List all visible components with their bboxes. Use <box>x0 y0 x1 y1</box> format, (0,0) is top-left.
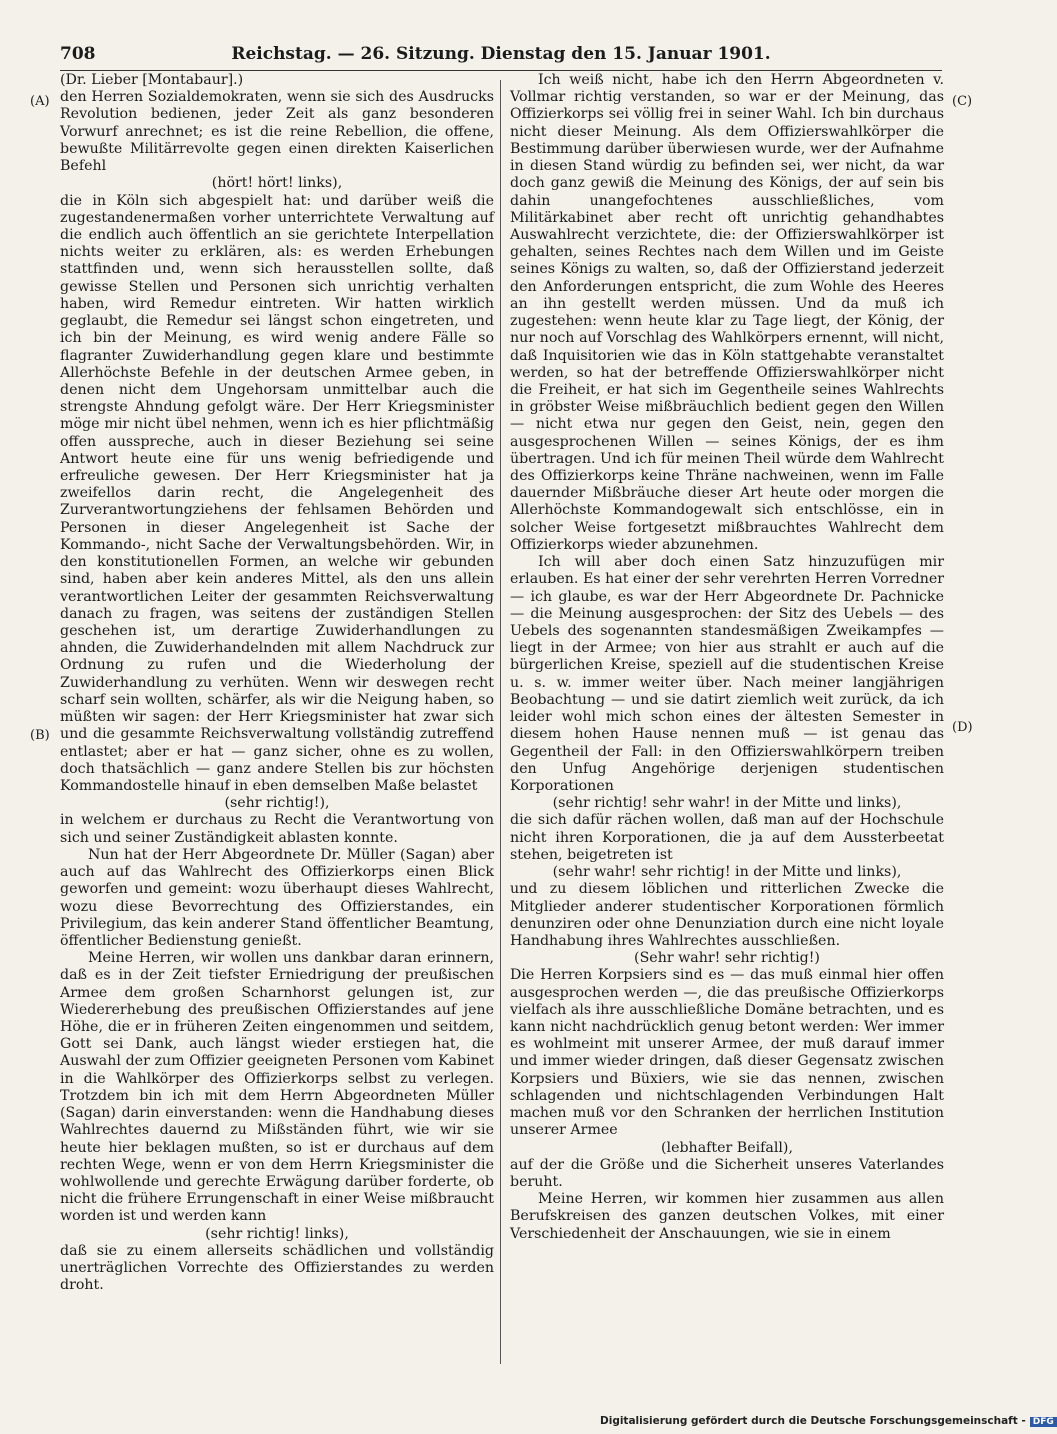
interjection: (lebhafter Beifall), <box>661 1139 793 1156</box>
paragraph: die sich dafür rächen wollen, daß man auf der Hochschule nicht ihren Korporationen, die ja auf dem Aussterbeetat stehen, beigetreten ist <box>510 812 944 863</box>
interjection: (sehr wahr! sehr richtig! in der Mitte und links), <box>552 864 902 881</box>
page-number: 708 <box>60 44 96 64</box>
paragraph: die in Köln sich abgespielt hat: und darüber weiß die zugestandenermaßen vorher unterrichtete Verwaltung auf die endlich auch öffentlich an sie gerichtete Interpellation nichts weiter zu erklären, als: es werden Erhebungen stattfinden und, wenn sich herausstellen sollte, daß gewisse Stellen und Personen sich unrichtig verhalten haben, wird Remedur eintreten. Wir hatten wirklich geglaubt, die Remedur sei längst schon eingetreten, und ich bin der Meinung, es wird wenig andere Fälle so flagranter Zuwiderhandlung gegen klare und bestimmte Allerhöchste Befehle in der deutschen Armee geben, in denen nicht dem Ungehorsam unmittelbar auch die strengste Ahndung gefolgt wäre. Der Herr Kriegsminister möge mir nicht übel nehmen, wenn ich es hier pflichtmäßig offen ausspreche, auch in dieser Beziehung sei seine Antwort heute eine für uns wenig befriedigende und erfreuliche gewesen. Der Herr Kriegsminister hat ja zweifellos darin recht, die Angelegenheit des Zurverantwortungziehens der fehlsamen Behörden und Personen in dieser Angelegenheit ist Sache der Kommando-, nicht Sache der Verwaltungsbehörden. Wir, in den konstitutionellen Formen, an welche wir gebunden sind, haben aber kein anderes Mittel, als den uns allein verantwortlichen Leiter der gesammten Reichsverwaltung danach zu fragen, was seitens der zuständigen Stellen geschehen ist, um derartige Zuwiderhandlungen zu ahnden, die Zuwiderhandelnden mit allem Nachdruck zur Ordnung zu rufen und die Wiederholung der Zuwiderhandlung zu verhüten. Wenn wir deswegen recht scharf sein wollten, schärfer, als wir die Neigung haben, so müßten wir sagen: der Herr Kriegsminister hat zwar sich und die gesammte Reichsverwaltung vollständig zutreffend entlastet; aber er hat — ganz sicher, ohne es zu wollen, doch thatsächlich — ganz andere Stellen bis zur höchsten Kommandostelle hinauf in eben demselben Maße belastet <box>60 192 494 794</box>
margin-marker-c: (C) <box>952 94 973 109</box>
paragraph: Meine Herren, wir wollen uns dankbar daran erinnern, daß es in der Zeit tiefster Erniedrigung der preußischen Armee dem großen Scharnhorst gelungen ist, zur Wiedererhebung des preußischen Offizierstandes auf jene Höhe, die er in früheren Zeiten eingenommen und seitdem, Gott sei Dank, auch längst wieder erstiegen hat, die Auswahl der zum Offizier geeigneten Personen vom Kabinet in die Wahlkörper des Offizierkorps selbst zu verlegen. Trotzdem bin ich mit dem Herrn Abgeordneten Müller (Sagan) darin einverstanden: wenn die Handhabung dieses Wahlrechtes dauernd zu Mißständen führt, wie wir sie heute hier beklagen mußten, so ist er durchaus auf dem rechten Wege, wenn er von dem Herrn Kriegsminister die wohlwollende und gerechte Erwägung darüber forderte, ob nicht die frühere Errungenschaft in einer Weise mißbraucht worden ist und werden kann <box>60 950 494 1225</box>
paragraph: Die Herren Korpsiers sind es — das muß einmal hier offen ausgesprochen werden —, die das preußische Offizierkorps vielfach als ihre ausschließliche Domäne betrachten, und es kann nicht nachdrücklich genug betont werden: Wer immer es wohlmeint mit unserer Armee, der muß darauf immer und immer wieder dringen, daß dieser Gegensatz zwischen Korpsiers und Büxiers, wie sie das nennen, zwischen schlagenden und nichtschlagenden Verbindungen Halt machen muß vor den Schranken der herrlichen Institution unserer Armee <box>510 967 944 1139</box>
footer-text: Digitalisierung gefördert durch die Deutsche Forschungsgemeinschaft - <box>600 1415 1026 1427</box>
interjection: (sehr richtig!), <box>224 795 330 812</box>
paragraph: daß sie zu einem allerseits schädlichen und vollständig unerträglichen Vorrechte des Offizierstandes zu werden droht. <box>60 1242 494 1294</box>
paragraph: Nun hat der Herr Abgeordnete Dr. Müller (Sagan) aber auch auf das Wahlrecht des Offizierkorps einen Blick geworfen und gemeint: wozu überhaupt dieses Wahlrecht, wozu diese Bevorrechtung des Offizierstandes, ein Privilegium, das kein anderer Stand öffentlicher Beamtung, öffentlicher Bedienstung genießt. <box>60 846 494 949</box>
page-header <box>60 44 942 72</box>
paragraph: auf der die Größe und die Sicherheit unseres Vaterlandes beruht. <box>510 1156 944 1190</box>
paragraph: und zu diesem löblichen und ritterlichen Zwecke die Mitglieder anderer studentischer Korporationen förmlich denunziren oder ohne Denunziation durch eine nicht loyale Handhabung ihres Wahlrechtes ausschließen. <box>510 881 944 949</box>
column-divider <box>500 80 501 1364</box>
interjection: (Sehr wahr! sehr richtig!) <box>634 950 820 967</box>
paragraph: in welchem er durchaus zu Recht die Verantwortung von sich und seiner Zuständigkeit ablasten konnte. <box>60 812 494 846</box>
paragraph: Ich weiß nicht, habe ich den Herrn Abgeordneten v. Vollmar richtig verstanden, so war er der Meinung, das Offizierkorps sei völlig frei in seiner Wahl. Ich bin durchaus nicht dieser Meinung. Als dem Offizierswahlkörper die Bestimmung darüber überwiesen wurde, wer der Aufnahme in diesen Stand würdig zu befinden sei, wer nicht, da war doch ganz gewiß die Meinung des Königs, der auf sein bis dahin unangefochtenes ausschließliches, vom Militärkabinet aber recht oft unrichtig gehandhabtes Auswahlrecht verzichtete, die: der Offizierswahlkörper ist gehalten, seines Rechtes nach dem Willen und im Geiste seines Königs zu walten, so, daß der Offizierstand jederzeit den Anforderungen entspricht, die zum Wohle des Heeres an ihn gestellt werden müssen. Und da muß ich zugestehen: wenn heute klar zu Tage liegt, der König, der nur noch auf Vorschlag des Wahlkörpers ernennt, will nicht, daß Inquisitorien wie das in Köln stattgehabte veranstaltet werden, so hat der betreffende Offizierswahlkörper nicht die Freiheit, er hat sich im Gegentheile seines Wahlrechts in gröbster Weise mißbräuchlich bedient gegen den Willen — nicht etwa nur gegen den Geist, nein, gegen den ausgesprochenen Willen — seines Königs, der es ihm übertragen. Und ich für meinen Theil würde dem Wahlrecht des Offizierkorps keine Thräne nachweinen, wenn im Falle dauernder Mißbräuche dieser Art heute oder morgen die Allerhöchste Kommandogewalt sich entschlösse, ein in solcher Weise fortgesetzt mißbrauchtes Wahlrecht dem Offizierkorps wieder abzunehmen. <box>510 72 944 553</box>
header-rule <box>60 70 942 71</box>
margin-marker-d: (D) <box>952 720 973 735</box>
footer-credit <box>600 1415 1054 1431</box>
margin-marker-b: (B) <box>30 728 50 743</box>
paragraph: Ich will aber doch einen Satz hinzuzufügen mir erlauben. Es hat einer der sehr verehrten Herren Vorredner — ich glaube, es war der Herr Abgeordnete Dr. Pachnicke — die Meinung ausgesprochen: der Sitz des Uebels — des Uebels des sogenannten standesmäßigen Zweikampfes — liegt in der Armee; von hier aus strahlt er auch auf die bürgerlichen Kreise, speziell auf die studentischen Kreise u. s. w. immer weiter über. Nach meiner langjährigen Beobachtung — und sie datirt ziemlich weit zurück, da ich leider wohl mich schon eines der ältesten Semester in diesem hohen Hause nennen muß — ist genau das Gegentheil der Fall: in den Offizierswahlkörpern treiben den Unfug Angehörige derjenigen studentischen Korporationen <box>510 554 945 794</box>
right-column <box>510 72 944 1367</box>
paragraph: Meine Herren, wir kommen hier zusammen aus allen Berufskreisen des ganzen deutschen Volkes, mit einer Verschiedenheit der Anschauungen, wie sie in einem <box>510 1191 944 1242</box>
left-column <box>60 72 494 1367</box>
interjection: (hört! hört! links), <box>211 175 343 192</box>
margin-marker-a: (A) <box>30 94 50 109</box>
page-title: Reichstag. — 26. Sitzung. Dienstag den 15. Januar 1901. <box>231 44 771 64</box>
interjection: (sehr richtig! sehr wahr! in der Mitte und links), <box>552 795 902 812</box>
dfg-logo: DFG <box>1030 1417 1057 1427</box>
paragraph: (Dr. Lieber [Montabaur].) <box>60 72 244 88</box>
paragraph: den Herren Sozialdemokraten, wenn sie sich des Ausdrucks Revolution bedienen, jeder Zeit als ganz besonderen Vorwurf anrechnet; es ist die reine Rebellion, die offene, bewußte Militärrevolte gegen einen direkten Kaiserlichen Befehl <box>60 89 494 175</box>
interjection: (sehr richtig! links), <box>205 1225 349 1242</box>
